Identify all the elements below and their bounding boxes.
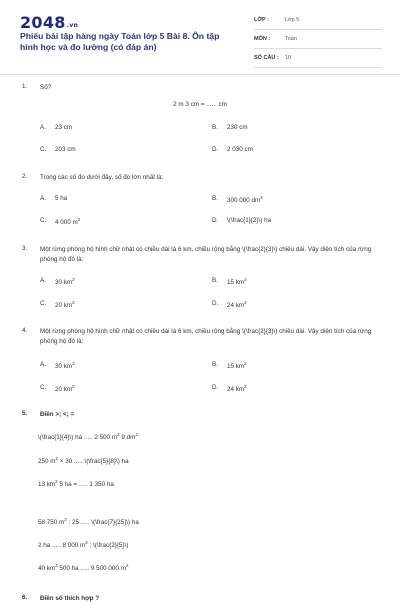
question-text: Số? — [40, 84, 52, 91]
meta-label: LỚP : — [254, 17, 269, 23]
worksheet-page: 2048.vn Phiếu bài tập hàng ngày Toán lớp 5 Bài 8. Ôn tập hình học và đo lường (có đáp án) LỚP : Lớp 5 MÔN : Toán SỐ CÂU : 10 1. Số? 2 m 3 cm = ...... cm A. 23 cm B. 230 cm C. 203 cm D. 2 030 cm 2. Trong các số đo dưới đây, số đo lớn nhất là: A. 5 ha B. 300 000 $dm^2$ C. 4 000 $m^2$ D. \(\frac{1}{2}\) ha 3. Một rừng phòng hộ hình chữ nhật có chiều dài là 6 km, chiều rộng bằng \(\frac{2}{3}\) chiều dài. Vậy diện tích của rừng phòng hộ đó là: A. 30 $km^2$ B. 15 $km^2$ C. 20 $km^2$ D. 24 $km^2$ 4. Một rừng phòng hộ hình chữ nhật có chiều dài là 6 km, chiều rộng bằng \(\frac{2}{3}\) chiều dài. Vậy diện tích của rừng phòng hộ đó là: A. 30 $km^2$ B. 15 $km^2$ C. 20 $km^2$ D. 24 $km^2$ 5. Điền >; <; = \(\frac{1}{4}\) ha ..... 2 500 $m^2$ 9 $dm^2$ 250 $m^2 \times 30$ ..... \(\frac{5}{8}\) ha 13 $km^2$ 5 ha = ..... 1 350 ha 58 750 $m^2$ : 25 ..... \(\frac{7}{25}\) ha 2 ha ..... 8 000 $m^2$ : \(\frac{2}{5}\) 40 $km^2$ 500 ha ..... 9 500 000 $m^2$ 6. Điền số thích hợp ? — [0, 0, 400, 600]
q5-line-4: 58 750 $m^2$ : 25 ..... \(\frac{7}{25}\) ha — [38, 517, 139, 527]
header-divider — [0, 74, 400, 75]
question-number: 5. — [22, 410, 28, 417]
q5-line-3: 13 $km^2$ 5 ha = ..... 1 350 ha — [38, 479, 114, 489]
meta-value: 10 — [285, 55, 292, 61]
question-number: 4. — [22, 327, 28, 334]
question-number: 2. — [22, 173, 28, 180]
meta-count-row — [254, 52, 382, 68]
q5-line-6: 40 $km^2$ 500 ha ..... 9 500 000 $m^2$ — [38, 563, 129, 573]
meta-value: Lớp 5 — [285, 17, 300, 23]
meta-label: SỐ CÂU : — [254, 55, 279, 61]
q5-line-5: 2 ha ..... 8 000 $m^2$ : \(\frac{2}{5}\) — [38, 540, 129, 550]
question-text: Một rừng phòng hộ hình chữ nhật có chiều dài là 6 km, chiều rộng bằng \(\frac{2}{3}\) chiều dài. Vậy diện tích của rừng phòng hộ đó là: — [40, 246, 372, 263]
question-number: 3. — [22, 245, 28, 252]
meta-label: MÔN : — [254, 36, 271, 42]
q5-line-1: \(\frac{1}{4}\) ha ..... 2 500 $m^2$ 9 $dm^2$ — [38, 432, 138, 442]
question-text: Trong các số đo dưới đây, số đo lớn nhất là: — [40, 174, 164, 181]
question-number: 6. — [22, 594, 28, 601]
question-text: Điền >; <; = — [40, 411, 75, 418]
meta-subject-row — [254, 33, 382, 49]
worksheet-meta — [254, 14, 382, 71]
meta-class-row — [254, 14, 382, 30]
question-text: Điền số thích hợp ? — [40, 595, 100, 602]
worksheet-title: Phiếu bài tập hàng ngày Toán lớp 5 Bài 8. Ôn tập hình học và đo lường (có đáp án) — [20, 31, 220, 52]
site-logo[interactable]: 2048.vn — [20, 13, 79, 32]
question-number: 1. — [22, 83, 28, 90]
q5-line-2: 250 $m^2 \times 30$ ..... \(\frac{5}{8}\) ha — [38, 456, 129, 466]
meta-value: Toán — [285, 36, 297, 42]
q1-expression: 2 m 3 cm = ...... cm — [173, 101, 227, 108]
question-text: Một rừng phòng hộ hình chữ nhật có chiều dài là 6 km, chiều rộng bằng \(\frac{2}{3}\) chiều dài. Vậy diện tích của rừng phòng hộ đó là: — [40, 328, 372, 345]
page-header — [0, 0, 400, 74]
